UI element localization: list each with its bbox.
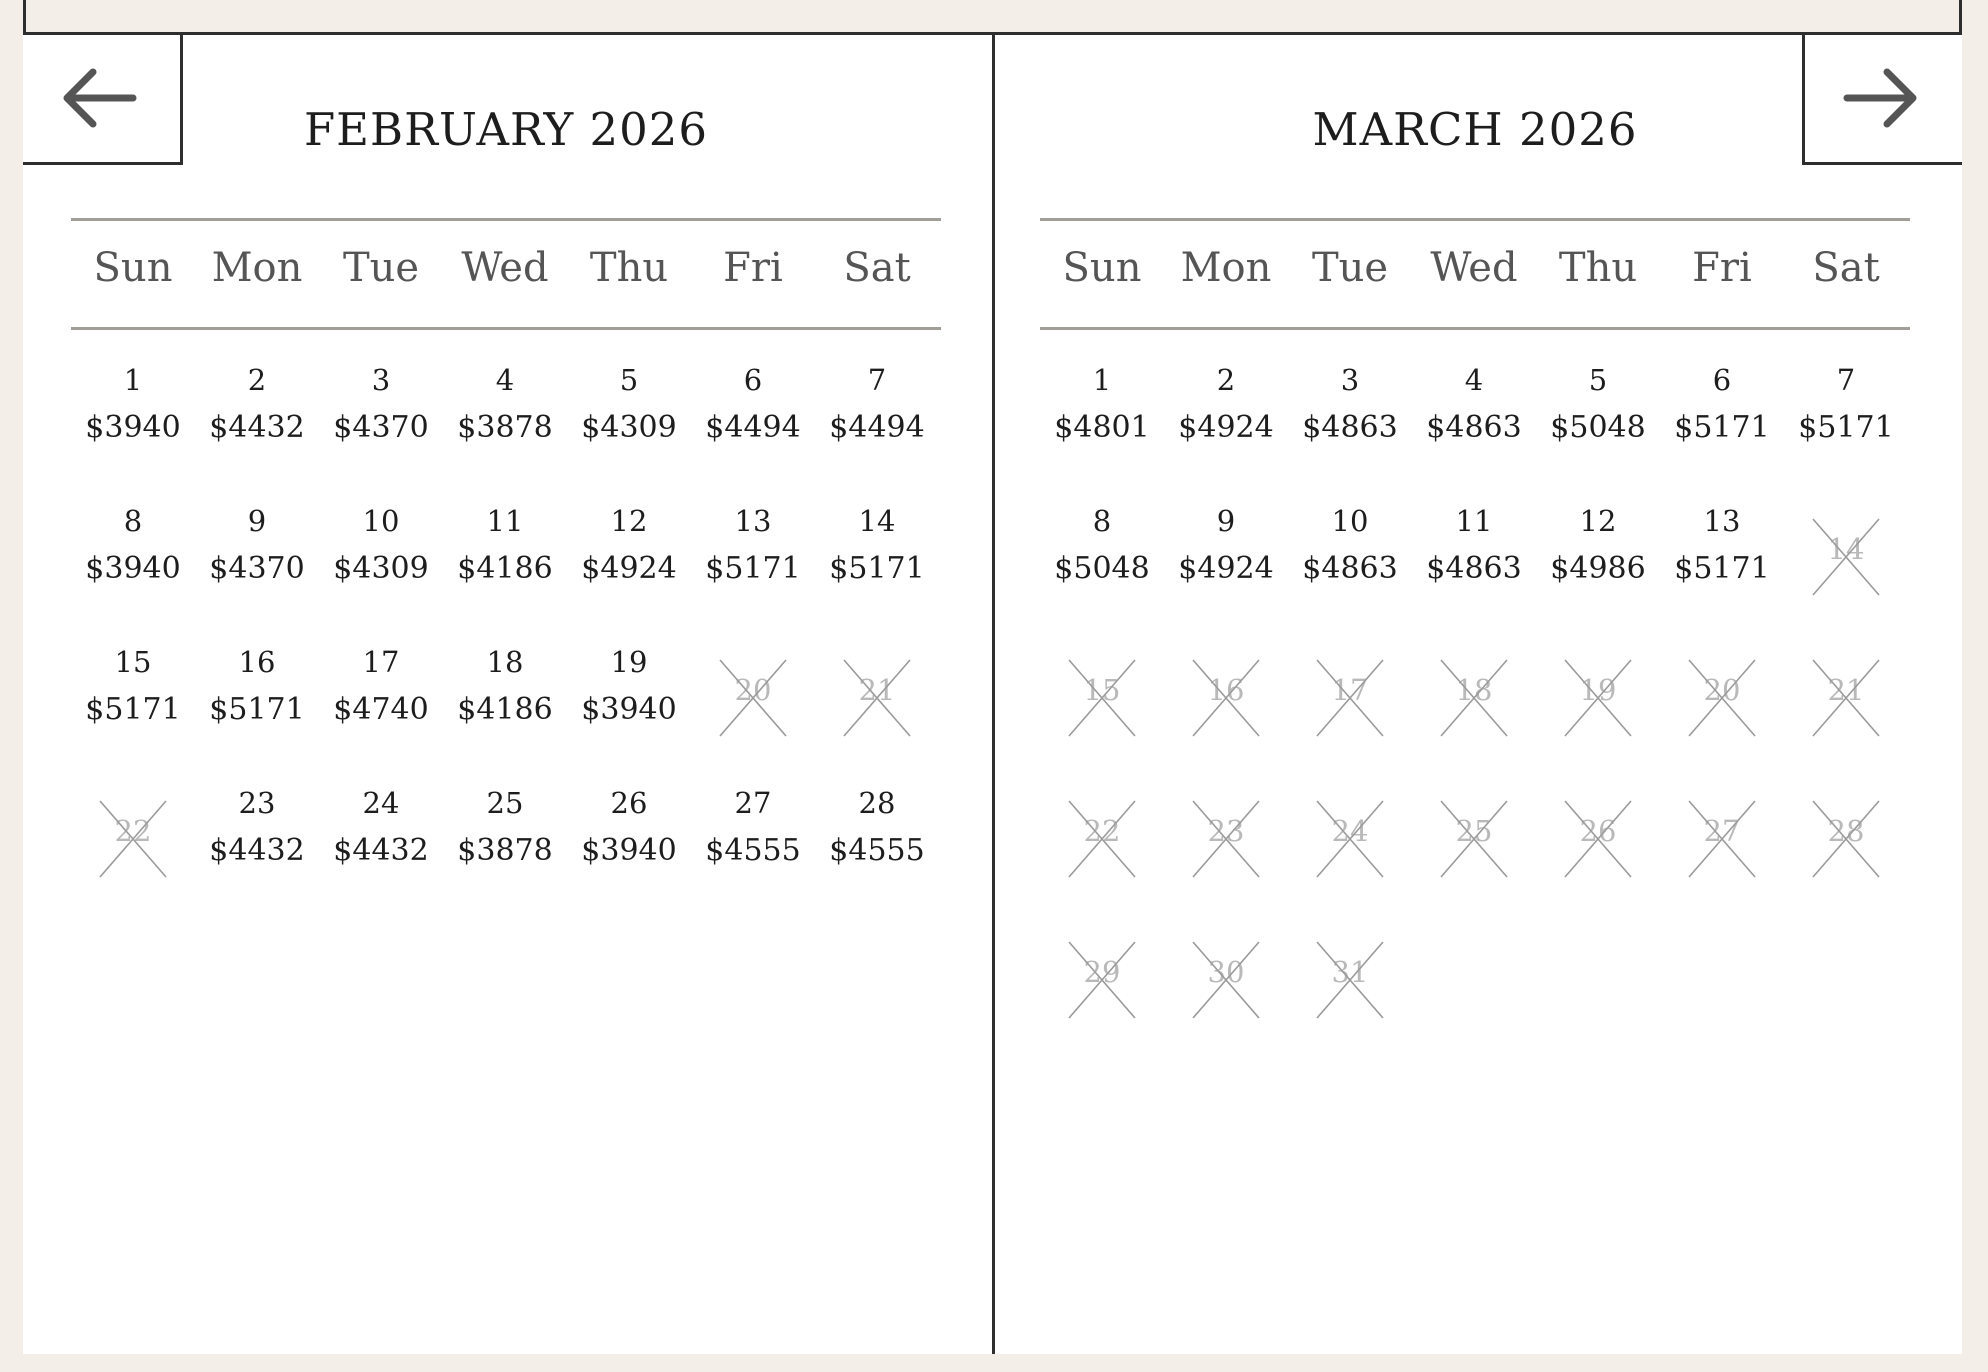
header-rule-top [71,218,941,221]
day-number: 11 [1455,504,1493,538]
day-number: 31 [1331,955,1369,989]
day-price: $4863 [1426,410,1522,445]
day-cell[interactable] [815,486,939,627]
day-price: $5171 [705,551,801,586]
day-price: $4494 [829,410,925,445]
day-number: 23 [238,786,276,820]
unavailable-cross-icon [1191,799,1261,879]
weekday-label: Tue [342,245,420,291]
day-cell[interactable] [319,627,443,768]
day-price: $4801 [1054,410,1150,445]
day-price: $3940 [85,551,181,586]
day-cell-unavailable [1660,768,1784,909]
weekday-label: Wed [461,245,549,291]
day-number: 3 [1340,363,1360,397]
day-grid [1040,345,1910,1050]
day-number: 1 [1092,363,1112,397]
unavailable-cross-icon [1439,658,1509,738]
weekday-label: Fri [723,245,783,291]
day-cell[interactable] [1288,345,1412,486]
day-number: 29 [1083,955,1121,989]
day-price: $4494 [705,410,801,445]
day-number: 24 [362,786,400,820]
day-price: $3940 [581,833,677,868]
day-price: $4986 [1550,551,1646,586]
day-number: 18 [1455,673,1493,707]
day-cell[interactable] [1040,486,1164,627]
weekday-label: Tue [1311,245,1389,291]
day-cell[interactable] [1660,486,1784,627]
day-price: $4432 [209,410,305,445]
day-price: $4186 [457,692,553,727]
day-cell[interactable] [1288,486,1412,627]
weekday-label: Sat [843,245,911,291]
day-number: 13 [734,504,772,538]
day-price: $4924 [581,551,677,586]
day-cell-unavailable [1412,768,1536,909]
weekday-label: Sun [93,245,173,291]
day-cell[interactable] [567,627,691,768]
unavailable-cross-icon [1191,940,1261,1020]
day-cell[interactable] [319,486,443,627]
unavailable-cross-icon [1315,940,1385,1020]
unavailable-cross-icon [1067,940,1137,1020]
day-cell[interactable] [195,768,319,909]
unavailable-cross-icon [842,658,912,738]
day-number: 9 [1216,504,1236,538]
unavailable-cross-icon [1315,658,1385,738]
day-price: $4924 [1178,551,1274,586]
day-cell-unavailable [815,627,939,768]
weekday-label: Thu [1558,245,1638,291]
day-number: 19 [610,645,648,679]
unavailable-cross-icon [1191,658,1261,738]
unavailable-cross-icon [1811,517,1881,597]
unavailable-cross-icon [1067,658,1137,738]
day-price: $4186 [457,551,553,586]
day-cell[interactable] [71,486,195,627]
day-number: 22 [114,814,152,848]
day-cell[interactable] [71,627,195,768]
day-price: $4555 [705,833,801,868]
day-price: $4740 [333,692,429,727]
day-cell[interactable] [1784,345,1908,486]
day-price: $3878 [457,833,553,868]
day-price: $5171 [1798,410,1894,445]
weekday-label: Sat [1812,245,1880,291]
day-cell[interactable] [691,486,815,627]
day-cell[interactable] [1412,345,1536,486]
unavailable-cross-icon [1315,799,1385,879]
day-cell-unavailable [1164,909,1288,1050]
day-cell[interactable] [71,345,195,486]
day-price: $4370 [333,410,429,445]
day-number: 15 [1083,673,1121,707]
day-number: 22 [1083,814,1121,848]
day-number: 20 [1703,673,1741,707]
day-cell[interactable] [567,768,691,909]
day-number: 21 [858,673,896,707]
unavailable-cross-icon [1563,658,1633,738]
day-number: 8 [1092,504,1112,538]
weekday-header [71,245,941,291]
day-number: 6 [1712,363,1732,397]
day-cell-unavailable [1784,768,1908,909]
day-cell[interactable] [1164,345,1288,486]
day-cell[interactable] [195,345,319,486]
day-number: 15 [114,645,152,679]
day-price: $5048 [1550,410,1646,445]
weekday-header [1040,245,1910,291]
unavailable-cross-icon [1563,799,1633,879]
day-number: 8 [123,504,143,538]
day-number: 25 [1455,814,1493,848]
day-cell[interactable] [443,345,567,486]
day-cell-unavailable [1288,768,1412,909]
day-price: $3878 [457,410,553,445]
day-price: $4863 [1426,551,1522,586]
day-price: $4370 [209,551,305,586]
day-number: 28 [1827,814,1865,848]
day-cell-unavailable [1536,768,1660,909]
header-rule-bottom [1040,327,1910,330]
day-price: $4555 [829,833,925,868]
day-price: $4432 [333,833,429,868]
day-number: 10 [1331,504,1369,538]
day-price: $5171 [1674,551,1770,586]
day-number: 6 [743,363,763,397]
day-cell-unavailable [1040,768,1164,909]
weekday-label: Thu [589,245,669,291]
day-cell-unavailable [1536,627,1660,768]
day-price: $5048 [1054,551,1150,586]
day-number: 18 [486,645,524,679]
unavailable-cross-icon [1811,658,1881,738]
day-price: $4309 [581,410,677,445]
day-cell[interactable] [691,768,815,909]
day-number: 27 [1703,814,1741,848]
day-cell-unavailable [1784,486,1908,627]
day-number: 9 [247,504,267,538]
day-cell-unavailable [1660,627,1784,768]
day-number: 4 [495,363,515,397]
header-rule-top [1040,218,1910,221]
day-cell[interactable] [1412,486,1536,627]
day-cell[interactable] [1040,345,1164,486]
day-number: 25 [486,786,524,820]
weekday-label: Mon [1180,245,1272,291]
day-number: 1 [123,363,143,397]
day-cell[interactable] [195,486,319,627]
day-price: $4924 [1178,410,1274,445]
day-cell-unavailable [1164,627,1288,768]
day-cell[interactable] [443,627,567,768]
day-cell[interactable] [691,345,815,486]
day-number: 12 [610,504,648,538]
weekday-label: Fri [1692,245,1752,291]
day-number: 7 [867,363,887,397]
day-number: 4 [1464,363,1484,397]
day-number: 24 [1331,814,1369,848]
day-cell[interactable] [1660,345,1784,486]
day-price: $3940 [581,692,677,727]
day-price: $5171 [209,692,305,727]
day-price: $5171 [829,551,925,586]
unavailable-cross-icon [718,658,788,738]
day-number: 17 [1331,673,1369,707]
day-number: 2 [247,363,267,397]
day-cell[interactable] [443,768,567,909]
day-number: 16 [1207,673,1245,707]
day-cell-unavailable [1288,627,1412,768]
day-cell[interactable] [1536,345,1660,486]
day-number: 14 [1827,532,1865,566]
day-price: $4432 [209,833,305,868]
weekday-label: Wed [1430,245,1518,291]
day-cell[interactable] [815,345,939,486]
month-title: MARCH 2026 [1312,103,1638,156]
day-number: 20 [734,673,772,707]
unavailable-cross-icon [1439,799,1509,879]
day-number: 3 [371,363,391,397]
day-number: 28 [858,786,896,820]
day-cell[interactable] [1164,486,1288,627]
day-grid [71,345,941,909]
day-cell-unavailable [71,768,195,909]
day-price: $4309 [333,551,429,586]
day-cell-unavailable [691,627,815,768]
day-cell[interactable] [567,486,691,627]
day-cell[interactable] [443,486,567,627]
day-cell[interactable] [815,768,939,909]
day-number: 16 [238,645,276,679]
day-number: 23 [1207,814,1245,848]
day-number: 30 [1207,955,1245,989]
day-number: 5 [1588,363,1608,397]
day-number: 14 [858,504,896,538]
day-number: 27 [734,786,772,820]
unavailable-cross-icon [98,799,168,879]
day-cell-unavailable [1288,909,1412,1050]
day-cell-unavailable [1412,627,1536,768]
month-title: FEBRUARY 2026 [303,103,709,156]
day-number: 17 [362,645,400,679]
day-price: $5171 [85,692,181,727]
header-rule-bottom [71,327,941,330]
day-cell[interactable] [319,345,443,486]
day-number: 13 [1703,504,1741,538]
weekday-label: Sun [1062,245,1142,291]
weekday-label: Mon [211,245,303,291]
day-number: 26 [1579,814,1617,848]
day-price: $5171 [1674,410,1770,445]
day-cell-unavailable [1040,909,1164,1050]
day-price: $4863 [1302,410,1398,445]
month-divider [992,35,995,1354]
day-price: $3940 [85,410,181,445]
date-picker [23,32,1962,1354]
day-price: $4863 [1302,551,1398,586]
day-number: 26 [610,786,648,820]
day-number: 12 [1579,504,1617,538]
day-number: 5 [619,363,639,397]
day-number: 2 [1216,363,1236,397]
unavailable-cross-icon [1687,658,1757,738]
day-cell[interactable] [195,627,319,768]
day-cell-unavailable [1164,768,1288,909]
day-cell[interactable] [567,345,691,486]
unavailable-cross-icon [1811,799,1881,879]
day-number: 7 [1836,363,1856,397]
day-cell[interactable] [1536,486,1660,627]
day-number: 10 [362,504,400,538]
day-number: 21 [1827,673,1865,707]
day-cell-unavailable [1784,627,1908,768]
day-number: 19 [1579,673,1617,707]
day-number: 11 [486,504,524,538]
unavailable-cross-icon [1067,799,1137,879]
day-cell[interactable] [319,768,443,909]
unavailable-cross-icon [1687,799,1757,879]
day-cell-unavailable [1040,627,1164,768]
